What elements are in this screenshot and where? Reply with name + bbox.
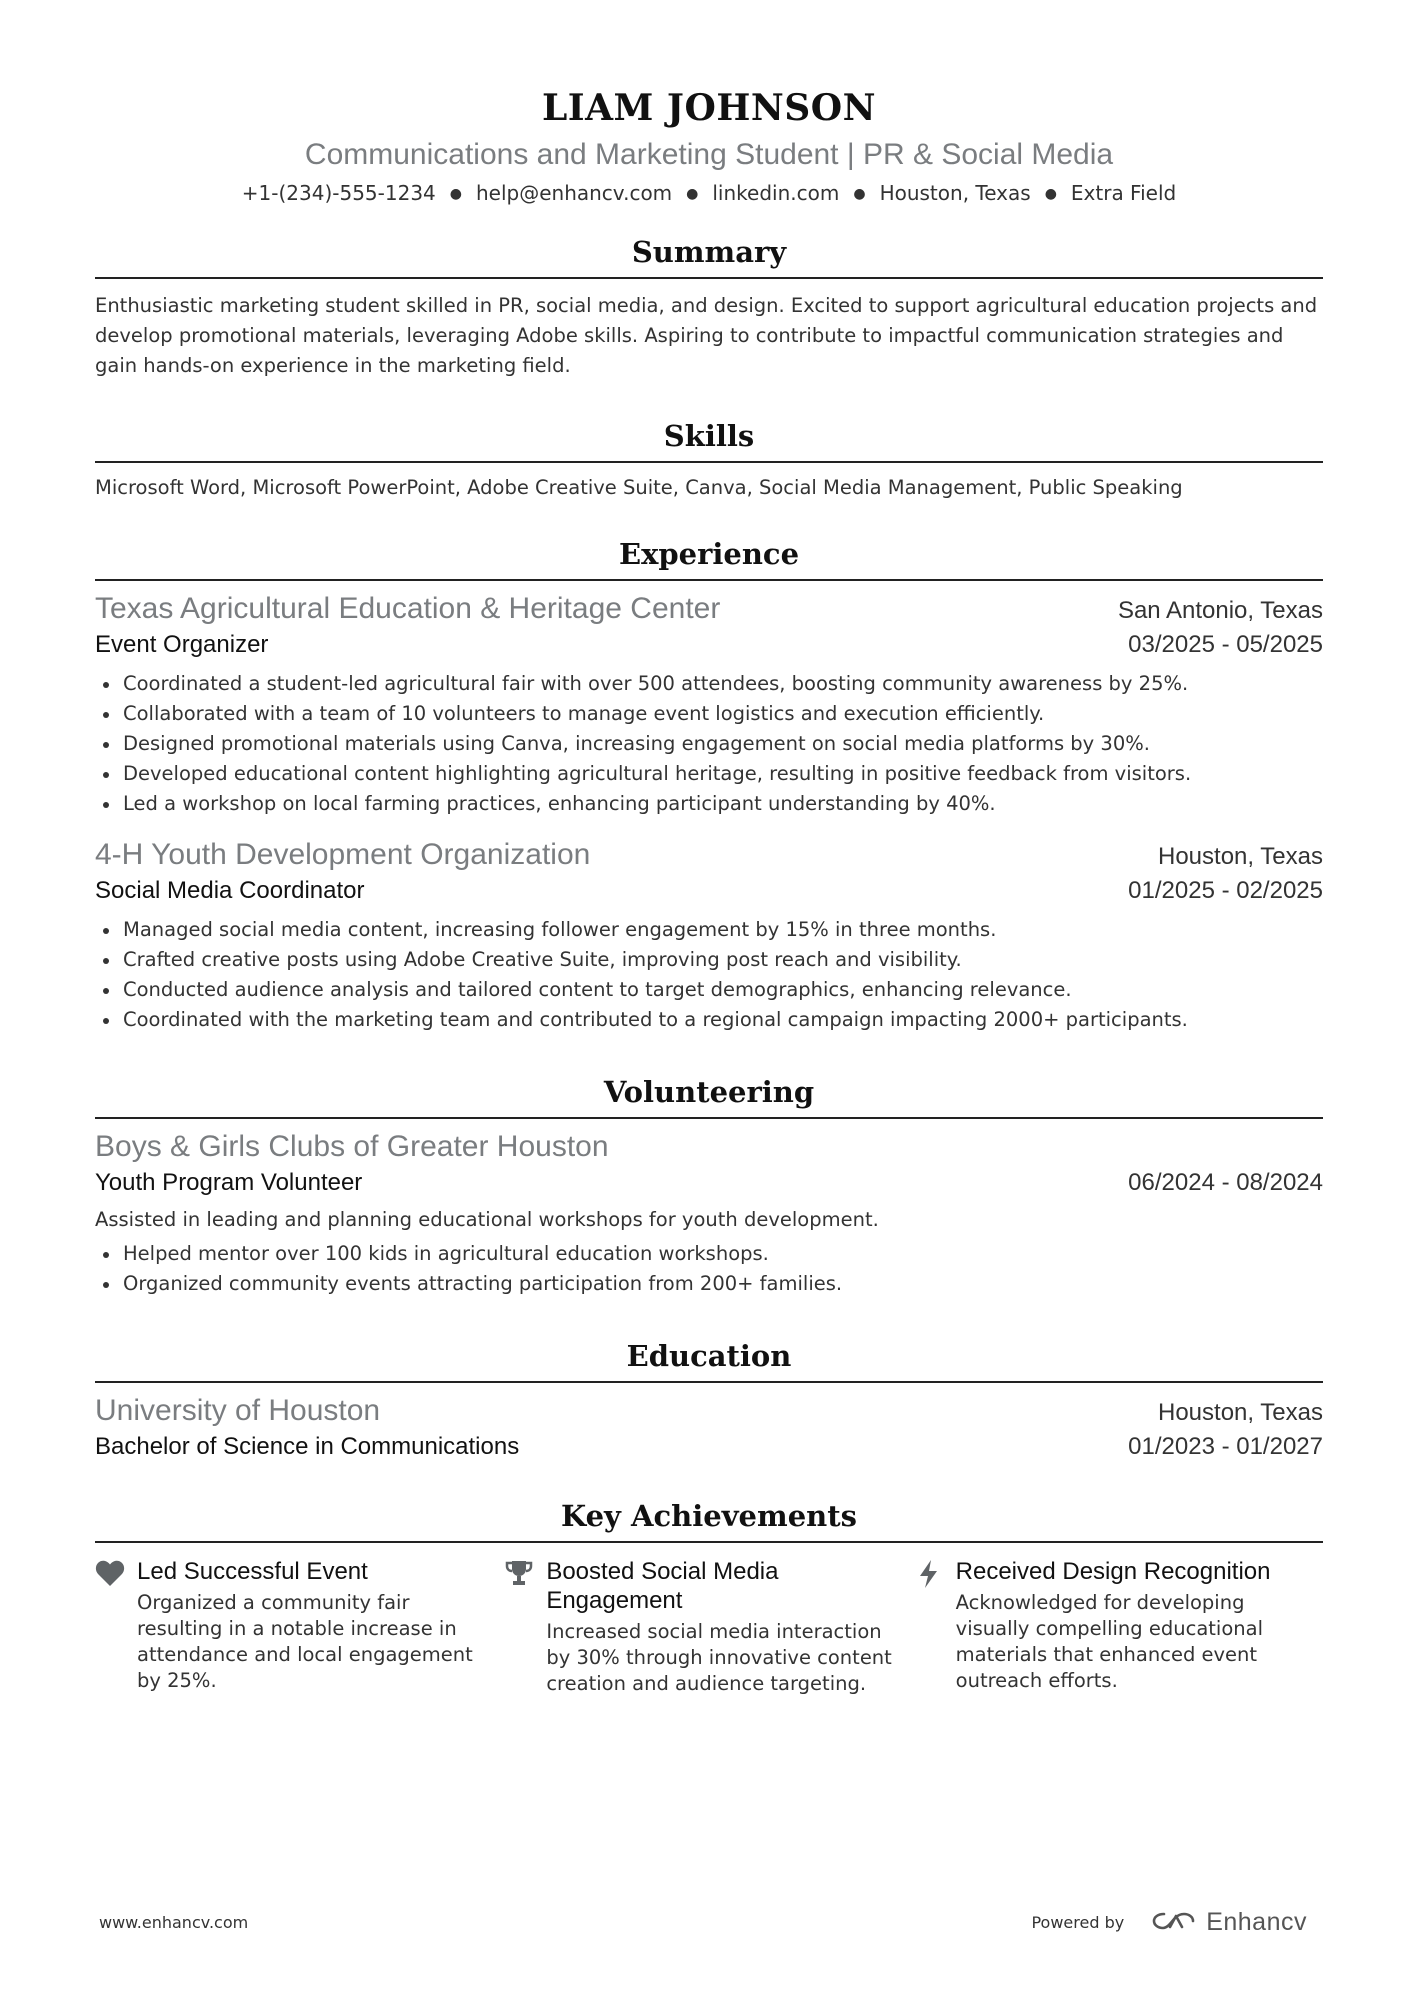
list-item: Developed educational content highlighting agricultural heritage, resulting in positive feedback from visitors. <box>95 759 1323 789</box>
section-divider <box>95 1117 1323 1119</box>
section-title-skills: Skills <box>663 419 755 453</box>
list-item: Coordinated with the marketing team and contributed to a regional campaign impacting 2000+ participants. <box>95 1005 1323 1035</box>
candidate-name: LIAM JOHNSON <box>541 87 877 129</box>
education-school: University of Houston <box>95 1394 381 1427</box>
volunteering-bullets <box>95 1239 1323 1299</box>
experience-role: Social Media Coordinator <box>95 877 365 904</box>
section-title-summary: Summary <box>631 235 787 269</box>
achievement-title: Received Design Recognition <box>955 1558 1271 1585</box>
education-location: Houston, Texas <box>1158 1399 1323 1426</box>
section-divider <box>95 277 1323 279</box>
bullet-separator: ● <box>686 186 699 202</box>
section-title-achievements: Key Achievements <box>561 1499 857 1533</box>
education-dates: 01/2023 - 01/2027 <box>1128 1433 1323 1460</box>
list-item: Led a workshop on local farming practices, enhancing participant understanding by 40%. <box>95 789 1323 819</box>
experience-org: 4-H Youth Development Organization <box>95 838 591 871</box>
volunteering-dates: 06/2024 - 08/2024 <box>1128 1169 1323 1196</box>
achievement-description: Acknowledged for developing visually compelling educational materials that enhanced event outreach efforts. <box>955 1591 1263 1692</box>
trophy-icon <box>504 1557 546 1697</box>
contact-location: Houston, Texas <box>879 181 1031 205</box>
list-item: Designed promotional materials using Canva, increasing engagement on social media platforms by 30%. <box>95 729 1323 759</box>
section-divider <box>95 461 1323 463</box>
skills-section <box>95 417 1323 503</box>
achievement-item <box>95 1557 504 1697</box>
experience-org: Texas Agricultural Education & Heritage Center <box>95 592 721 625</box>
section-title-volunteering: Volunteering <box>603 1075 815 1109</box>
brand-name: Enhancv <box>1206 1908 1307 1936</box>
list-item: Collaborated with a team of 10 volunteers to manage event logistics and execution efficiently. <box>95 699 1323 729</box>
achievement-item <box>914 1557 1323 1697</box>
skills-text: Microsoft Word, Microsoft PowerPoint, Adobe Creative Suite, Canva, Social Media Management, Public Speaking <box>95 476 1183 499</box>
achievement-description: Increased social media interaction by 30% through innovative content creation and audience targeting. <box>546 1620 892 1695</box>
experience-dates: 03/2025 - 05/2025 <box>1128 631 1323 658</box>
experience-dates: 01/2025 - 02/2025 <box>1128 877 1323 904</box>
volunteering-description: Assisted in leading and planning educational workshops for youth development. <box>95 1208 879 1231</box>
bullet-separator: ● <box>449 186 462 202</box>
enhancv-logo-icon <box>1150 1910 1198 1936</box>
contact-linkedin[interactable]: linkedin.com <box>712 181 840 205</box>
footer-url-link[interactable]: www.enhancv.com <box>99 1913 249 1932</box>
education-section <box>95 1337 1323 1463</box>
achievements-grid <box>95 1557 1323 1697</box>
contact-phone[interactable]: +1-(234)-555-1234 <box>241 181 436 205</box>
education-degree: Bachelor of Science in Communications <box>95 1433 520 1460</box>
section-divider <box>95 1541 1323 1543</box>
list-item: Managed social media content, increasing follower engagement by 15% in three months. <box>95 915 1323 945</box>
section-divider <box>95 1381 1323 1383</box>
experience-entry <box>95 837 1323 1035</box>
achievements-section <box>95 1497 1323 1697</box>
list-item: Conducted audience analysis and tailored content to target demographics, enhancing relevance. <box>95 975 1323 1005</box>
section-title-education: Education <box>626 1339 792 1373</box>
experience-entry <box>95 591 1323 819</box>
resume-header <box>95 0 1323 207</box>
experience-bullets <box>95 915 1323 1035</box>
page-footer <box>99 1908 1307 1937</box>
achievement-title: Led Successful Event <box>137 1558 368 1585</box>
experience-bullets <box>95 669 1323 819</box>
achievement-title: Boosted Social Media Engagement <box>546 1558 779 1614</box>
education-entry <box>95 1393 1323 1463</box>
experience-location: Houston, Texas <box>1158 843 1323 870</box>
volunteering-role: Youth Program Volunteer <box>95 1169 363 1196</box>
lightning-icon <box>914 1557 956 1697</box>
resume-page <box>95 0 1323 1697</box>
section-title-experience: Experience <box>618 537 800 571</box>
list-item: Coordinated a student-led agricultural fair with over 500 attendees, boosting community awareness by 25%. <box>95 669 1323 699</box>
candidate-headline: Communications and Marketing Student | PR & Social Media <box>304 138 1114 171</box>
summary-section <box>95 233 1323 381</box>
list-item: Organized community events attracting participation from 200+ families. <box>95 1269 1323 1299</box>
contact-line <box>95 180 1323 207</box>
contact-extra: Extra Field <box>1070 181 1177 205</box>
contact-email[interactable]: help@enhancv.com <box>475 181 673 205</box>
summary-text: Enthusiastic marketing student skilled in PR, social media, and design. Excited to support agricultural education projects and develop promotional materials, leveraging Adobe skills. Aspiring to contribute to impactful communication strategies and gain hands-on experience in the marketing field. <box>95 294 1318 377</box>
experience-section <box>95 535 1323 1035</box>
bullet-separator: ● <box>853 186 866 202</box>
footer-branding <box>1031 1908 1307 1937</box>
experience-location: San Antonio, Texas <box>1117 597 1323 624</box>
volunteering-org: Boys & Girls Clubs of Greater Houston <box>95 1130 609 1163</box>
section-divider <box>95 579 1323 581</box>
volunteering-entry <box>95 1129 1323 1299</box>
bullet-separator: ● <box>1044 186 1057 202</box>
heart-icon <box>95 1557 137 1697</box>
powered-by-label: Powered by <box>1031 1913 1125 1932</box>
achievement-description: Organized a community fair resulting in a notable increase in attendance and local engagement by 25%. <box>137 1591 473 1692</box>
achievement-item <box>504 1557 913 1697</box>
list-item: Helped mentor over 100 kids in agricultural education workshops. <box>95 1239 1323 1269</box>
volunteering-section <box>95 1073 1323 1299</box>
experience-role: Event Organizer <box>95 631 269 658</box>
list-item: Crafted creative posts using Adobe Creative Suite, improving post reach and visibility. <box>95 945 1323 975</box>
